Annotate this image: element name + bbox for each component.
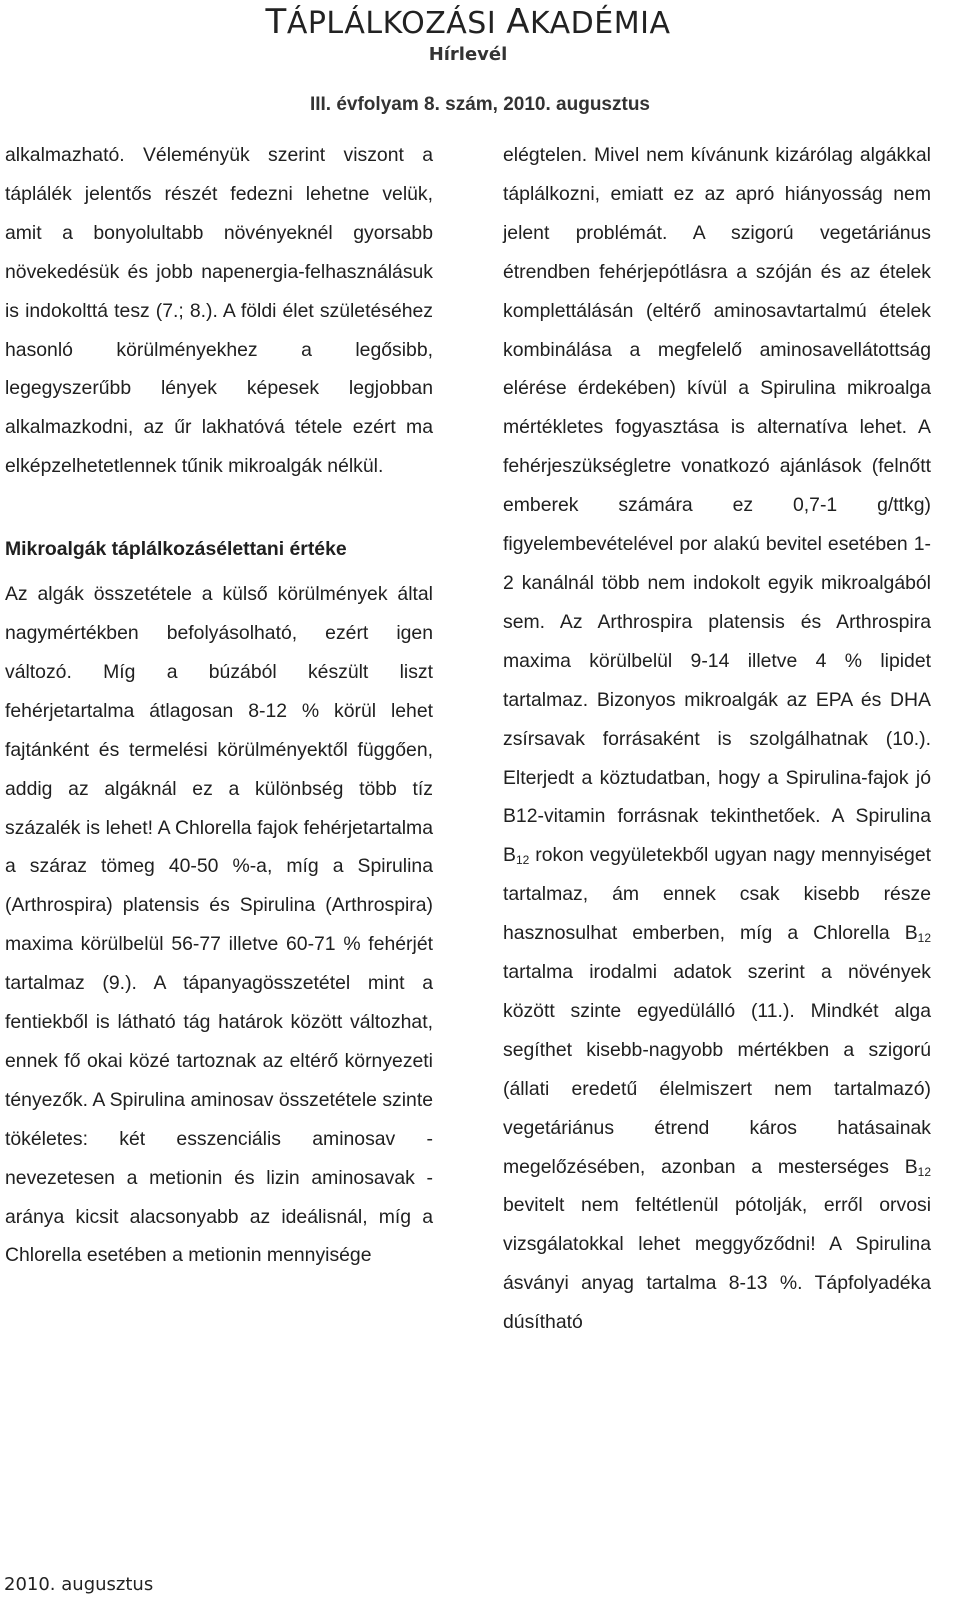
section-heading: Mikroalgák táplálkozásélettani értéke	[5, 538, 347, 561]
newsletter-title	[0, 2, 936, 42]
right-text-part-4: bevitelt nem feltétlenül pótolják, erről orvosi vizsgálatokkal lehet meggyőződni! A Spirulina ásványi anyag tartalma 8-13 %. Tápfolyadéka dúsítható	[503, 1194, 931, 1334]
issue-line: III. évfolyam 8. szám, 2010. augusztus	[309, 94, 650, 115]
subscript-12: 12	[917, 1164, 931, 1179]
left-column	[5, 136, 433, 1275]
newsletter-subtitle: Hírlevél	[428, 44, 508, 65]
title-word-2: KADÉMIA	[529, 6, 671, 41]
title-word-1: ÁPLÁLKOZÁSI	[286, 6, 507, 41]
right-text-part-2: rokon vegyületekből ugyan nagy mennyiséget tartalmaz, ám ennek csak kisebb része hasznosulhat emberben, míg a Chlorella B	[503, 844, 931, 945]
subscript-12: 12	[917, 931, 931, 946]
footer-date: 2010. augusztus	[4, 1574, 154, 1595]
right-text-part-1: elégtelen. Mivel nem kívánunk kizárólag algákkal táplálkozni, emiatt ez az apró hiányosság nem jelent problémát. A szigorú vegetáriánus étrendben fehérjepótlásra a szóján és az ételek komplettálásán (eltérő aminosavtartalmú ételek kombinálása a megfelelő aminosavellátottság elérése érdekében) kívül a Spirulina mikroalga mértékletes fogyasztása is alternatíva lehet. A fehérjeszükségletre vonatkozó ajánlások (felnőtt emberek számára ez 0,7-1 g/ttkg) figyelembevételével por alakú bevitel esetében 1-2 kanálnál több nem indokolt egyik mikroalgából sem. Az Arthrospira platensis és Arthrospira maxima körülbelül 9-14 illetve 4 % lipidet tartalmaz. Bizonyos mikroalgák az EPA és DHA zsírsavak forrásaként is szolgálhatnak (10.). Elterjedt a köztudatban, hogy a Spirulina-fajok jó B12-vitamin forrásnak tekinthetőek. A Spirulina B	[503, 144, 931, 867]
subscript-12: 12	[515, 853, 530, 868]
right-column	[503, 136, 931, 1342]
title-initial-t: T	[265, 2, 287, 42]
title-initial-a: A	[506, 2, 530, 42]
left-paragraph-2: Az algák összetétele a külső körülmények által nagymértékben befolyásolható, ezért igen változó. Míg a búzából készült liszt fehérjetartalma átlagosan 8-12 % körül lehet fajtánként és termelési körülményektől függően, addig az algáknál ez a különbség több tíz százalék is lehet! A Chlorella fajok fehérjetartalma a száraz tömeg 40-50 %-a, míg a Spirulina (Arthrospira) platensis és Spirulina (Arthrospira) maxima körülbelül 56-77 illetve 60-71 % fehérjét tartalmaz (9.). A tápanyagösszetétel mint a fentiekből is látható tág határok között változhat, ennek fő okai közé tartoznak az eltérő környezeti tényezők. A Spirulina aminosav összetétele szinte tökéletes: két esszenciális aminosav - nevezetesen a metionin és lizin aminosavak - aránya kicsit alacsonyabb az ideálisnál, míg a Chlorella esetében a metionin mennyisége	[5, 583, 433, 1267]
right-paragraph	[503, 136, 931, 1342]
right-text-part-3: tartalma irodalmi adatok szerint a növények között szinte egyedülálló (11.). Mindkét alga segíthet kisebb-nagyobb mértékben a szigorú (állati eredetű élelmiszert nem tartalmazó) vegetáriánus étrend káros hatásainak megelőzésében, azonban a mesterséges B	[503, 961, 931, 1178]
left-paragraph-1: alkalmazható. Véleményük szerint viszont a táplálék jelentős részét fedezni lehetne velük, amit a bonyolultabb növényeknél gyorsabb növekedésük és jobb napenergia-felhasználásuk is indokolttá tesz (7.; 8.). A földi élet születéséhez hasonló körülményekhez a legősibb, legegyszerűbb lények képesek legjobban alkalmazkodni, az űr lakhatóvá tétele ezért ma elképzelhetetlennek tűnik mikroalgák nélkül.	[5, 144, 433, 478]
